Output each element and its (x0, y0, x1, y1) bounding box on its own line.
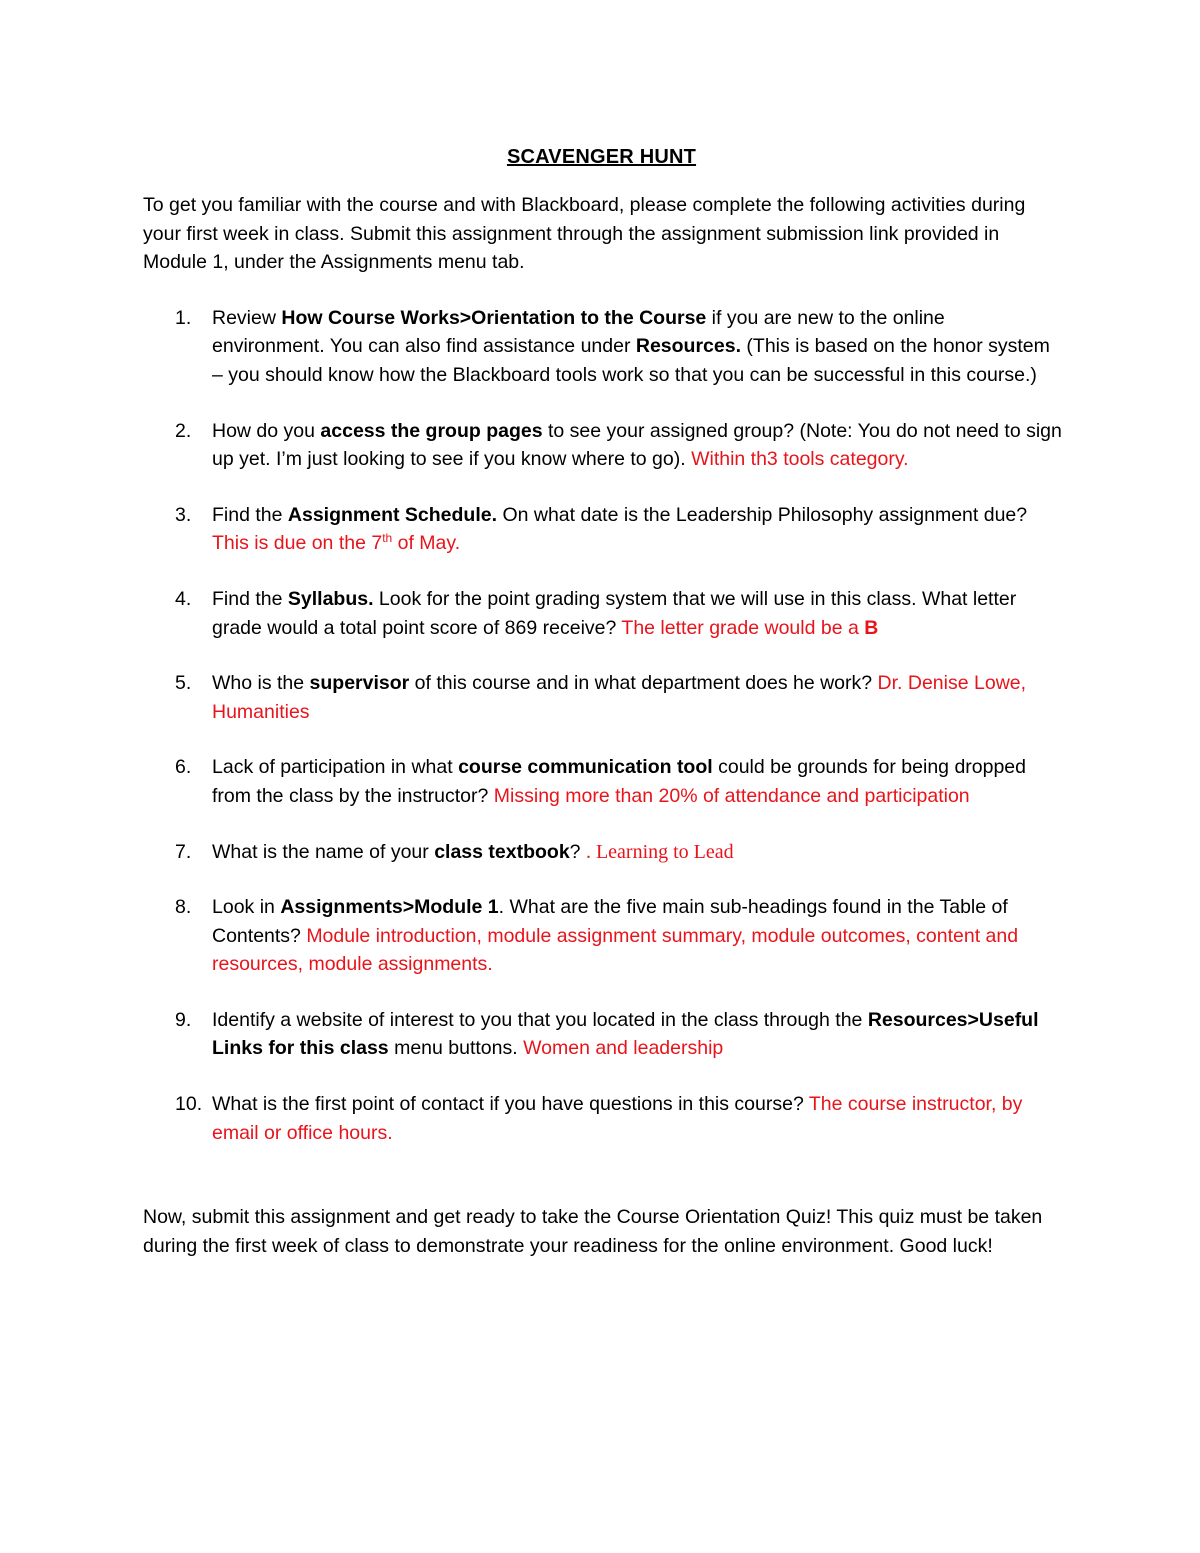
answer-superscript: th (382, 531, 393, 546)
item-number: 4. (175, 587, 192, 610)
answer-bold-text: B (864, 616, 879, 639)
item-number: 10. (175, 1093, 203, 1116)
item-number: 1. (175, 306, 192, 329)
question-bold-text: class textbook (434, 840, 570, 863)
item-number: 3. (175, 503, 192, 526)
question-bold-text: supervisor (309, 672, 410, 695)
question-text: menu buttons. (388, 1037, 524, 1060)
question-text: (This is based on the honor system – you should know how the Blackboard tools work so that you can be successful in this course.) (212, 335, 1050, 386)
question-item-5 (143, 669, 1062, 726)
question-bold-text: course communication tool (458, 756, 713, 779)
page-title: SCAVENGER HUNT (506, 146, 697, 168)
question-text: Look for the point grading system that we will use in this class. What letter grade would a total point score of 869 receive? (212, 587, 1017, 639)
question-text: if you are new to the online environment. You can also find assistance under (212, 306, 945, 358)
answer-text: This is due on the 7 (212, 532, 383, 555)
question-bold-text: Syllabus. (287, 587, 374, 610)
answer-text: The letter grade would be a (621, 616, 865, 639)
question-item-4 (143, 585, 1062, 642)
closing-paragraph: Now, submit this assignment and get ready to take the Course Orientation Quiz! This quiz must be taken during the first week of class to demonstrate your readiness for the online environment. Good luck! (143, 1206, 1043, 1257)
question-text: Who is the (212, 672, 310, 695)
answer-text: Dr. Denise Lowe, Humanities (212, 672, 1027, 723)
question-text: Look in (212, 896, 281, 919)
item-number: 8. (175, 896, 192, 919)
question-bold-text: Assignment Schedule. (287, 503, 498, 526)
question-item-1 (143, 304, 1062, 390)
question-text: On what date is the Leadership Philosophy assignment due? (497, 503, 1028, 526)
answer-text: Module introduction, module assignment summary, module outcomes, content and resources, module assignments. (212, 924, 1019, 976)
question-bold-text: Resources. (635, 335, 741, 358)
item-number: 2. (175, 419, 192, 442)
intro-paragraph: To get you familiar with the course and with Blackboard, please complete the following activities during your first week in class. Submit this assignment through the assignment submission link provided in Module 1, under the Assignments menu tab. (143, 194, 1026, 274)
question-text: Identify a website of interest to you that you located in the class through the (212, 1008, 868, 1031)
question-bold-text: access the group pages (320, 419, 543, 442)
question-item-2 (143, 417, 1062, 474)
item-number: 5. (175, 672, 192, 695)
question-text: How do you (212, 419, 321, 442)
item-number: 9. (175, 1008, 192, 1031)
question-item-9 (143, 1006, 1062, 1063)
question-text: Lack of participation in what (212, 756, 459, 779)
question-text: of this course and in what department does he work? (409, 672, 878, 695)
answer-text: of May. (392, 532, 461, 555)
item-number: 7. (175, 840, 192, 863)
question-bold-text: Assignments>Module 1 (280, 896, 499, 919)
question-item-7 (143, 838, 1062, 867)
question-text: What is the name of your (212, 840, 435, 863)
question-list (143, 304, 1060, 1147)
answer-text: Within th3 tools category. (691, 448, 909, 471)
question-text: ? (569, 840, 586, 863)
answer-text: Missing more than 20% of attendance and participation (493, 784, 970, 807)
answer-text: The course instructor, by email or office hours. (212, 1093, 1023, 1144)
item-number: 6. (175, 756, 192, 779)
answer-text: . Learning to Lead (585, 840, 734, 863)
question-bold-text: Resources>Useful Links for this class (212, 1008, 1039, 1060)
question-text: Find the (212, 503, 288, 526)
question-text: Review (212, 306, 282, 329)
question-item-8 (143, 893, 1062, 979)
question-text: Find the (212, 587, 288, 610)
question-bold-text: How Course Works>Orientation to the Course (281, 306, 707, 329)
question-text: What is the first point of contact if you have questions in this course? (212, 1093, 809, 1116)
question-item-6 (143, 753, 1062, 810)
question-text: could be grounds for being dropped from the class by the instructor? (212, 756, 1027, 807)
question-item-10 (143, 1090, 1062, 1147)
question-item-3 (143, 501, 1062, 558)
question-text: . What are the five main sub-headings found in the Table of Contents? (212, 896, 1008, 947)
answer-text: Women and leadership (523, 1037, 724, 1060)
question-text: to see your assigned group? (Note: You do not need to sign up yet. I’m just looking to see if you know where to go). (212, 419, 1062, 471)
